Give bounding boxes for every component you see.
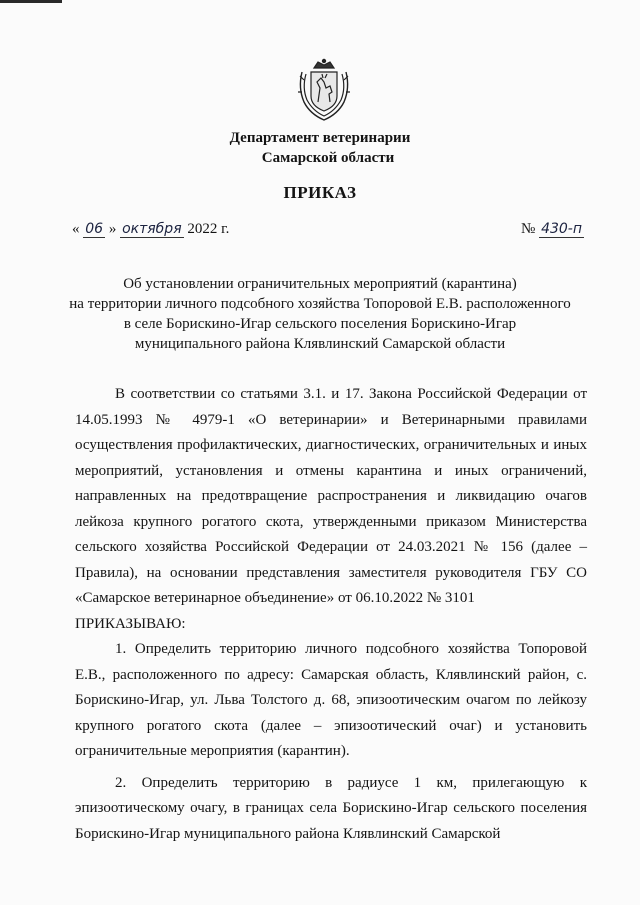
date-month: октября: [122, 221, 182, 237]
subject-line: Об установлении ограничительных мероприятий (карантина): [123, 276, 517, 292]
number-label: №: [521, 221, 536, 237]
order-body: [75, 382, 587, 847]
department-line-2: Самарской области: [261, 150, 395, 166]
date-day: 06: [85, 221, 104, 237]
date-open-quote: «: [72, 221, 80, 237]
subject-line: в селе Борискино-Игар сельского поселения Борискино-Игар: [123, 316, 517, 332]
samara-coat-of-arms-icon: [298, 59, 350, 120]
department-line-1: Департамент ветеринарии: [229, 130, 411, 146]
order-directive-word: ПРИКАЗЫВАЮ:: [75, 615, 186, 632]
date-year: 2022 г.: [187, 221, 230, 237]
scan-edge-mark: [0, 0, 62, 3]
order-item-1: 1. Определить территорию личного подсобного хозяйства Топоровой Е.В., расположенного по адресу: Самарская область, Клявлинский район, с. Борискино-Игар, ул. Льва Толстого д. 68, эпизоотическим очагом по лейкозу крупного рогатого скота (далее – эпизоотический очаг) и установить ограничительные мероприятия (карантин).: [75, 641, 587, 759]
order-subject: [0, 274, 640, 354]
subject-line: муниципального района Клявлинский Самарской области: [134, 336, 506, 352]
department-name: [0, 128, 640, 168]
subject-line: на территории личного подсобного хозяйства Топоровой Е.В. расположенного: [69, 296, 571, 312]
coat-of-arms-emblem: [296, 58, 352, 124]
document-title: ПРИКАЗ: [283, 183, 357, 202]
order-item-2: 2. Определить территорию в радиусе 1 км, прилегающую к эпизоотическому очагу, в границах села Борискино-Игар сельского поселения Борискино-Игар муниципального района Клявлинский Самарской: [75, 774, 587, 842]
number-value: 430-п: [541, 221, 582, 237]
date-close-quote: »: [108, 221, 117, 237]
order-number: [521, 221, 584, 238]
preamble-paragraph: В соответствии со статьями 3.1. и 17. Закона Российской Федерации от 14.05.1993 № 4979-1 «О ветеринарии» и Ветеринарными правилами осуществления профилактических, диагностических, ограничительных и иных мероприятий, установления и отмены карантина и иных ограничений, направленных на предотвращение распространения и ликвидацию очагов лейкоза крупного рогатого скота, утвержденными приказом Министерства сельского хозяйства Российской Федерации от 24.03.2021 № 156 (далее – Правила), на основании представления заместителя руководителя ГБУ СО «Самарское ветеринарное объединение» от 06.10.2022 № 3101: [75, 386, 587, 606]
order-date: [72, 221, 229, 238]
